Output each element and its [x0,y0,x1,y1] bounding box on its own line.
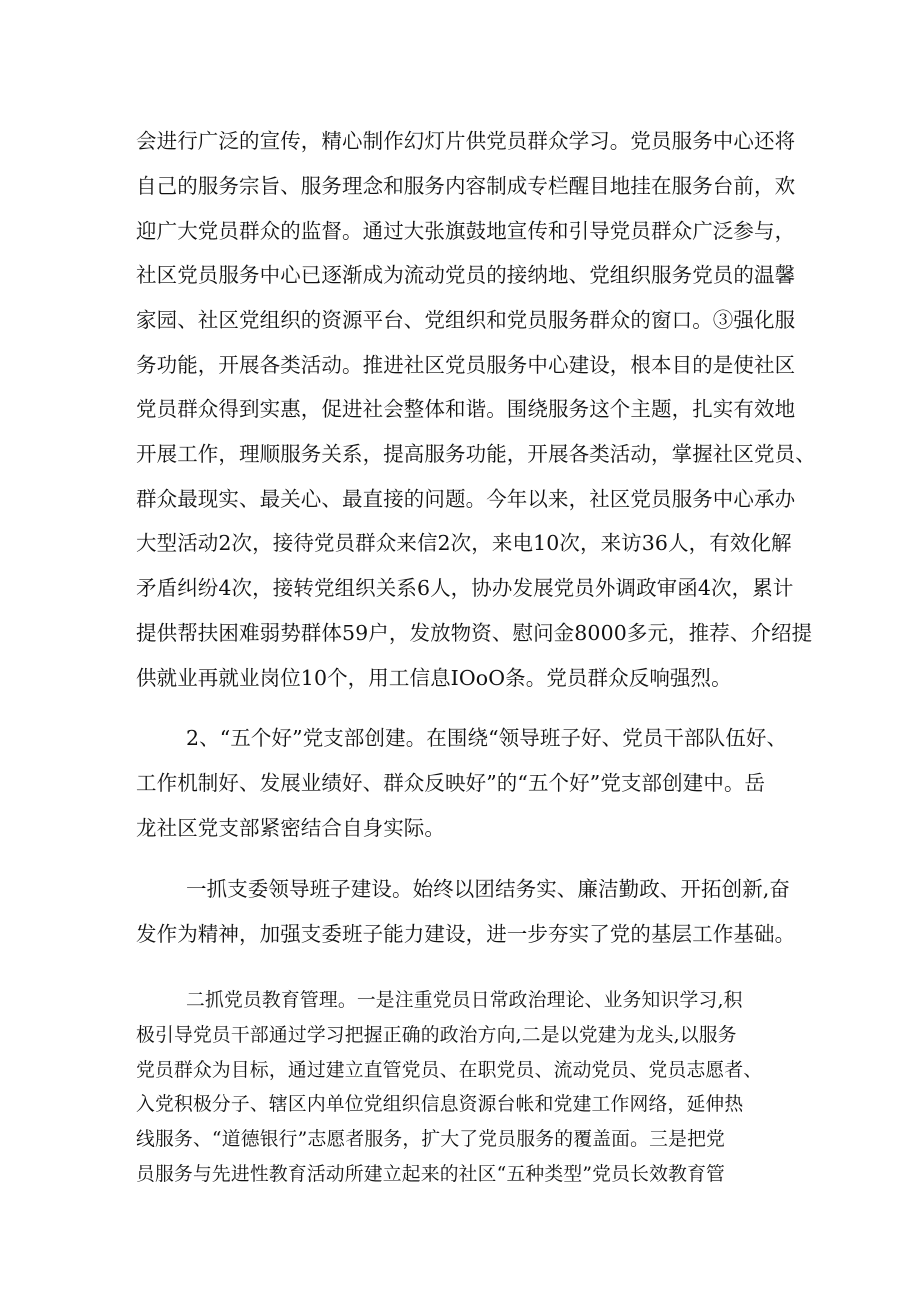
paragraph-4-line-3: 党员群众为目标，通过建立直管党员、在职党员、流动党员、党员志愿者、 [136,1060,763,1081]
paragraph-1-line-8: 开展工作，理顺服务关系，提高服务功能，开展各类活动，掌握社区党员、 [136,442,816,466]
paragraph-2-line-2: 工作机制好、发展业绩好、群众反映好”的“五个好”党支部创建中。岳 [136,771,766,795]
paragraph-2-line-3: 龙社区党支部紧密结合自身实际。 [136,816,445,840]
paragraph-4-line-5: 线服务、“道德银行”志愿者服务，扩大了党员服务的覆盖面。三是把党 [136,1129,726,1150]
paragraph-4-line-1: 二抓党员教育管理。一是注重党员日常政治理论、业务知识学习,积 [186,990,743,1011]
paragraph-1-line-13: 供就业再就业岗位10个，用工信息IOoO条。党员群众反响强烈。 [136,666,732,690]
paragraph-1-line-12: 提供帮扶困难弱势群体59户，发放物资、慰问金8000多元，推荐、介绍提 [136,621,813,645]
paragraph-2-line-1: 2、“五个好”党支部创建。在围绕“领导班子好、党员干部队伍好、 [186,726,788,750]
paragraph-4-line-2: 极引导党员干部通过学习把握正确的政治方向,二是以党建为龙头,以服务 [136,1025,737,1046]
paragraph-1-line-5: 家园、社区党组织的资源平台、党组织和党员服务群众的窗口。③强化服 [136,308,796,332]
paragraph-1-line-1: 会进行广泛的宣传，精心制作幻灯片供党员群众学习。党员服务中心还将 [136,129,796,153]
paragraph-1-line-9: 群众最现实、最关心、最直接的问题。今年以来，社区党员服务中心承办 [136,487,796,511]
paragraph-4-line-4: 入党积极分子、辖区内单位党组织信息资源台帐和党建工作网络，延伸热 [136,1094,744,1115]
paragraph-4-line-6: 员服务与先进性教育活动所建立起来的社区“五种类型”党员长效教育管 [136,1164,726,1185]
paragraph-3-line-2: 发作为精神，加强支委班子能力建设，进一步夯实了党的基层工作基础。 [136,922,796,946]
paragraph-1-line-6: 务功能，开展各类活动。推进社区党员服务中心建设，根本目的是使社区 [136,353,796,377]
paragraph-1-line-4: 社区党员服务中心已逐渐成为流动党员的接纳地、党组织服务党员的温馨 [136,263,796,287]
paragraph-1-line-3: 迎广大党员群众的监督。通过大张旗鼓地宣传和引导党员群众广泛参与， [136,219,796,243]
paragraph-1-line-11: 矛盾纠纷4次，接转党组织关系6人，协办发展党员外调政审函4次，累计 [136,576,794,600]
paragraph-3-line-1: 一抓支委领导班子建设。始终以团结务实、廉洁勤政、开拓创新,奋 [186,877,791,901]
paragraph-1-line-7: 党员群众得到实惠，促进社会整体和谐。围绕服务这个主题，扎实有效地 [136,397,796,421]
paragraph-1-line-10: 大型活动2次，接待党员群众来信2次，来电10次，来访36人，有效化解 [136,531,792,555]
paragraph-1-line-2: 自己的服务宗旨、服务理念和服务内容制成专栏醒目地挂在服务台前，欢 [136,174,796,198]
